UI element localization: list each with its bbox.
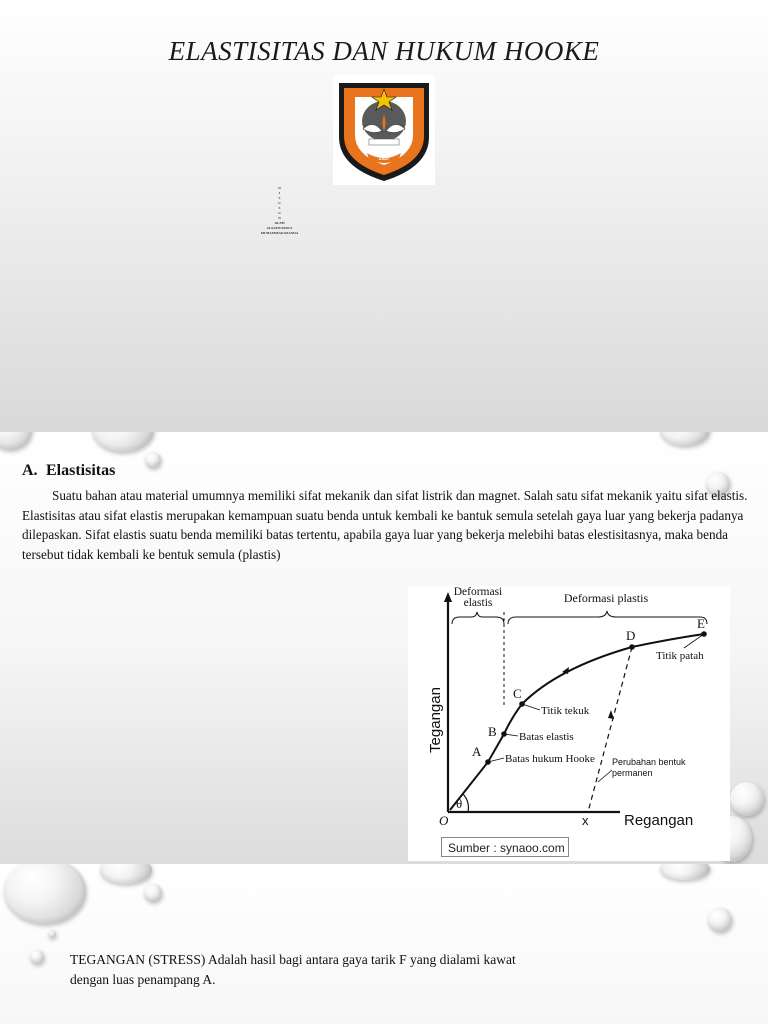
stress-definition-text: TEGANGAN (STRESS) Adalah hasil bagi antara gaya tarik F yang dialami kawat dengan luas penampang A.: [70, 952, 516, 987]
author-line: ALFATH RISKY: [266, 226, 293, 230]
x-point-label: x: [582, 813, 589, 828]
elastisitas-slide: [0, 432, 768, 864]
section-heading: [22, 462, 115, 480]
body-paragraph: Suatu bahan atau material umumnya memiliki sifat mekanik dan sifat listrik dan magnet. Salah satu sifat mekanik yaitu sifat elastis. Elastisitas atau sifat elastis merupakan kemampuan suatu benda untuk kembali ke bantuk semula setelah gaya luar yang bekerja padanya dilepaskan. Sifat elastis suatu benda memiliki batas tertentu, apabila gaya luar yang bekerja melebihi batas elestisitasnya, maka benda tersebut tidak kembali ke bentuk semula (plastis): [22, 488, 748, 562]
point-c-label: C: [513, 686, 522, 701]
theta-label: θ: [456, 796, 463, 811]
unloading-arrow-icon: [608, 710, 614, 719]
point-a-label: A: [472, 744, 482, 759]
author-line: S: [278, 196, 281, 200]
water-drop-icon: [100, 864, 152, 884]
point-d-dot: [629, 644, 635, 650]
point-e-label: E: [697, 616, 705, 631]
water-drop-icon: [30, 950, 44, 964]
water-drop-icon: [144, 884, 162, 902]
heading-number: A.: [22, 462, 38, 479]
water-drop-icon: [0, 432, 32, 450]
author-line: OLEH: [274, 221, 285, 225]
region-elastic-label-line1: Deformasi: [453, 586, 503, 598]
heading-text: Elastisitas: [46, 462, 116, 479]
theta-arc: [463, 794, 468, 812]
elastic-limit-label: Batas elastis: [519, 731, 574, 743]
author-line: D: [278, 186, 281, 190]
water-drop-icon: [145, 452, 161, 468]
author-block: [252, 186, 307, 236]
author-line: S: [278, 206, 281, 210]
author-line: U: [278, 211, 281, 215]
water-drop-icon: [660, 864, 710, 880]
water-drop-icon: [4, 864, 86, 924]
break-point-label: Titik patah: [656, 650, 704, 662]
school-logo: [333, 75, 435, 185]
hooke-limit-label: Batas hukum Hooke: [505, 753, 595, 765]
elastic-region-brace: [452, 612, 504, 624]
title-slide: [0, 0, 768, 432]
plastic-region-brace: [508, 611, 707, 624]
region-plastic-label: Deformasi plastis: [563, 591, 649, 605]
x-axis-label: Regangan: [624, 812, 694, 829]
unloading-dashed-line: [588, 647, 632, 812]
tegangan-slide: [0, 864, 768, 1024]
point-b-label: B: [488, 724, 497, 739]
permanent-label-line1: Perubahan bentuk: [612, 757, 686, 767]
author-line: N: [278, 216, 281, 220]
curve-arrow-icon: [562, 667, 569, 674]
author-line: U: [278, 201, 281, 205]
water-drop-icon: [660, 432, 710, 446]
figure-source-caption: Sumber : synaoo.com: [441, 837, 569, 857]
y-axis-arrow-icon: [444, 592, 452, 602]
yield-point-label: Titik tekuk: [541, 705, 590, 717]
water-drop-icon: [48, 930, 56, 938]
author-line: MUHAMMAD RIANDA: [260, 231, 299, 235]
origin-label: O: [439, 813, 449, 828]
point-d-label: D: [626, 628, 636, 643]
shield-emblem-icon: [333, 75, 435, 185]
stress-strain-diagram: [408, 586, 730, 861]
slide-title: ELASTISITAS DAN HUKUM HOOKE: [168, 36, 600, 66]
author-line: I: [278, 191, 281, 195]
y-axis-label: Tegangan: [427, 687, 444, 753]
water-drop-icon: [730, 782, 764, 816]
permanent-label-line2: permanen: [612, 768, 653, 778]
water-drop-icon: [708, 908, 732, 932]
water-drop-icon: [92, 432, 154, 452]
region-elastic-label-line2: elastis: [463, 597, 493, 609]
svg-text:1957: 1957: [378, 156, 390, 162]
stress-strain-figure: [408, 586, 730, 861]
